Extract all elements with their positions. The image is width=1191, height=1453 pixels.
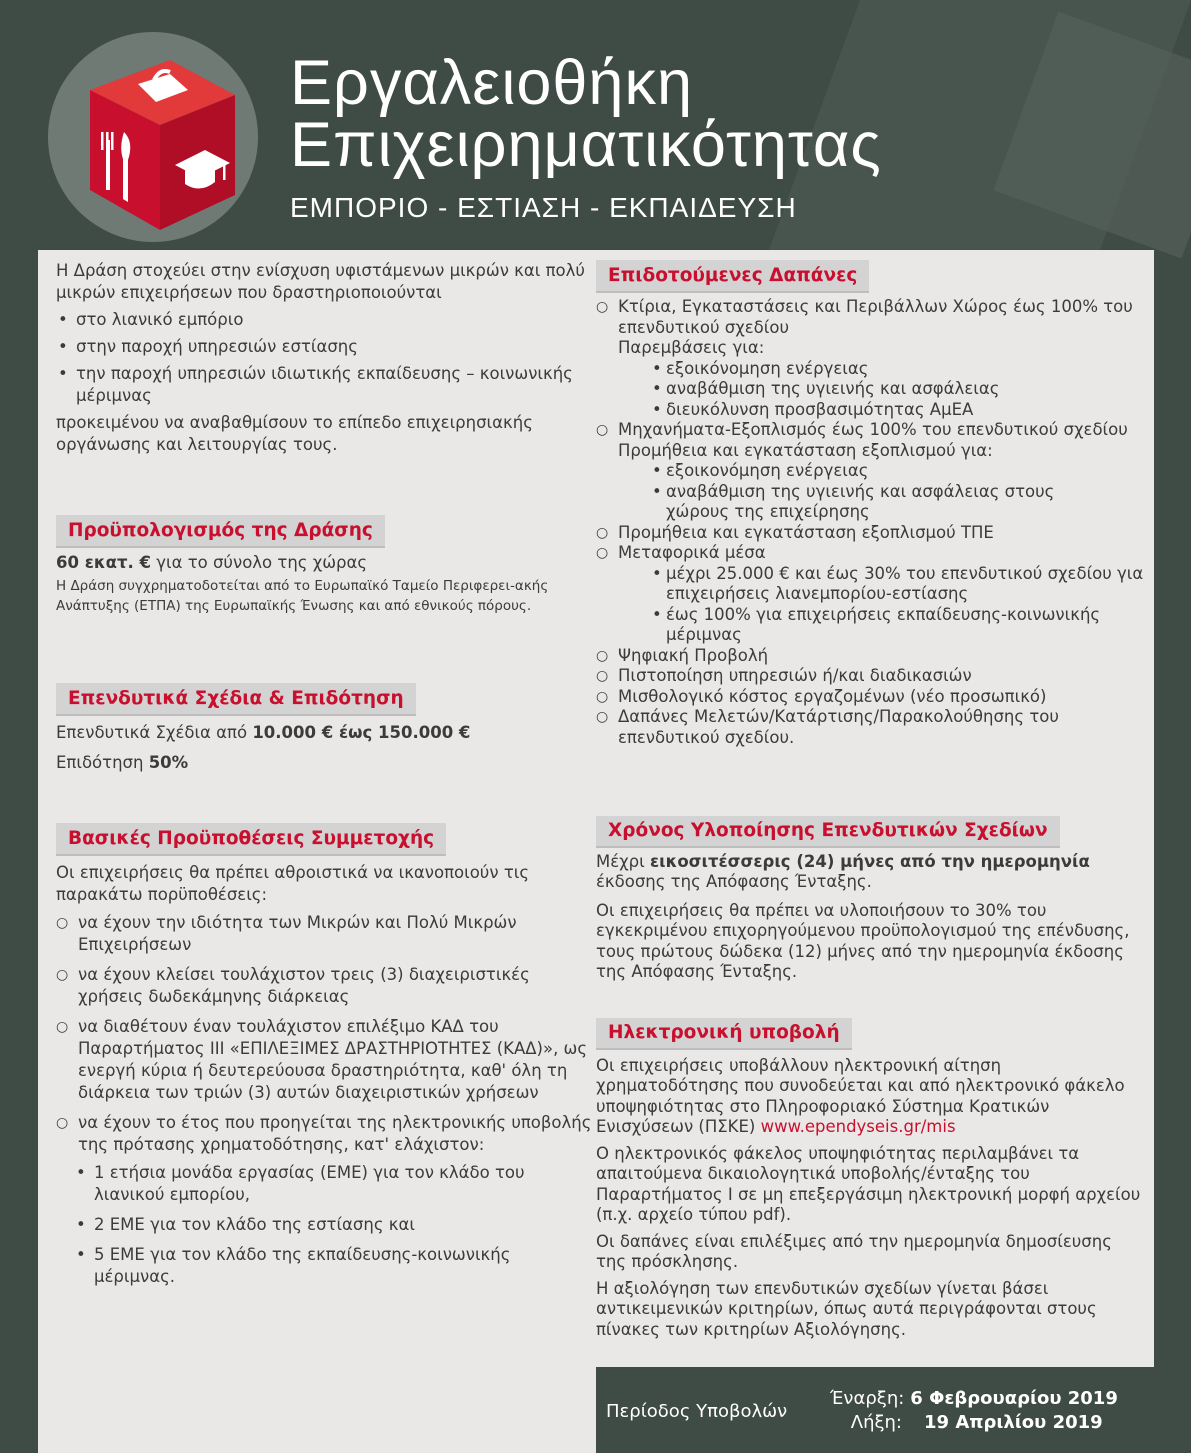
submission-heading: Ηλεκτρονική υποβολή (596, 1018, 852, 1050)
subsidy-rate-label: Επιδότηση (56, 753, 149, 772)
budget-heading: Προϋπολογισμός της Δράσης (56, 515, 385, 548)
timeline-text: Οι επιχειρήσεις θα πρέπει να υλοποιήσουν το 30% του εγκεκριμένου επιχορηγούμενου προϋπολογισμού της επένδυσης, τους πρώτους δώδεκα (12) μήνες από την ημερομηνία έκδοσης της Απόφασης Ένταξης. (596, 900, 1130, 981)
timeline-text-rest: έκδοσης της Απόφασης Ένταξης. (596, 872, 872, 891)
list-item: • εξοικόνομηση ενέργειας (650, 359, 1146, 380)
content-panel (38, 250, 1154, 1453)
conditions-list (56, 912, 596, 1288)
expenses-section (596, 260, 1146, 748)
investment-range (56, 722, 596, 744)
submission-text-body: Οι επιχειρήσεις υποβάλλουν ηλεκτρονική αίτηση χρηματοδότησης που συνοδεύεται και από ηλεκτρονικό φάκελο υποψηφιότητας στο Πληροφοριακό Σύστημα Κρατικών Ενισχύσεων (ΠΣΚΕ) (596, 1055, 1125, 1136)
submission-text: Η αξιολόγηση των επενδυτικών σχεδίων γίνεται βάσει αντικειμενικών κριτηρίων, όπως αυτά περιγράφονται στους πίνακες των κριτηρίων Αξιολόγησης. (596, 1278, 1097, 1339)
investment-range-value: 10.000 € έως 150.000 € (252, 723, 471, 742)
budget-amount-value: 60 εκατ. € (56, 553, 151, 572)
list-item: • την παροχή υπηρεσιών ιδιωτικής εκπαίδευσης – κοινωνικής μέριμνας (56, 363, 596, 407)
submission-period-box (596, 1367, 1154, 1453)
list-item: • μέχρι 25.000 € και έως 30% του επενδυτικού σχεδίου για επιχειρήσεις λιανεμπορίου-εστίασης (650, 564, 1146, 605)
list-item: • στην παροχή υπηρεσιών εστίασης (56, 336, 596, 358)
sub-list (650, 461, 1146, 523)
period-start (830, 1387, 1118, 1411)
conditions-heading: Βασικές Προϋποθέσεις Συμμετοχής (56, 823, 446, 856)
submission-text (596, 1056, 1146, 1138)
submission-link[interactable]: www.ependyseis.gr/mis (760, 1117, 956, 1136)
list-item: ○ Πιστοποίηση υπηρεσιών ή/και διαδικασιών (596, 666, 1146, 687)
list-item: ○ να έχουν κλείσει τουλάχιστον τρεις (3) διαχειριστικές χρήσεις δωδεκάμηνης διάρκειας (56, 964, 596, 1008)
period-label: Περίοδος Υποβολών (606, 1401, 788, 1422)
timeline-heading: Χρόνος Υλοποίησης Επενδυτικών Σχεδίων (596, 816, 1060, 848)
page-subtitle: ΕΜΠΟΡΙΟ - ΕΣΤΙΑΣΗ - ΕΚΠΑΙΔΕΥΣΗ (290, 192, 797, 223)
investment-heading: Επενδυτικά Σχέδια & Επιδότηση (56, 683, 416, 716)
period-start-date: 6 Φεβρουαρίου 2019 (910, 1388, 1118, 1409)
title-line-1: Εργαλειοθήκη (290, 48, 694, 118)
list-item: • αναβάθμιση της υγιεινής και ασφάλειας στους χώρους της επιχείρησης (650, 482, 1146, 523)
list-item: • 2 ΕΜΕ για τον κλάδο της εστίασης και (74, 1214, 596, 1236)
list-item: • 5 ΕΜΕ για τον κλάδο της εκπαίδευσης-κοινωνικής μέριμνας. (74, 1244, 596, 1288)
intro-text: Η Δράση στοχεύει στην ενίσχυση υφιστάμενων μικρών και πολύ μικρών επιχειρήσεων που δραστηριοποιούνται (56, 261, 585, 302)
list-item-text: να έχουν το έτος που προηγείται της ηλεκτρονικής υποβολής της πρότασης χρηματοδότησης, κατ' ελάχιστον: (78, 1113, 592, 1154)
list-item (596, 420, 1146, 523)
conditions-section (56, 823, 596, 1288)
list-item-text: Κτίρια, Εγκαταστάσεις και Περιβάλλων Χώρος έως 100% του επενδυτικού σχεδίου (618, 297, 1133, 337)
list-item (596, 543, 1146, 646)
intro-section (56, 260, 596, 456)
budget-amount (56, 552, 596, 574)
expenses-list (596, 297, 1146, 748)
list-item: • εξοικονόμηση ενέργειας (650, 461, 1146, 482)
list-item: ○ να έχουν την ιδιότητα των Μικρών και Πολύ Μικρών Επιχειρήσεων (56, 912, 596, 956)
subsidy-rate (56, 752, 596, 774)
page-title (290, 48, 882, 180)
timeline-text (596, 852, 1146, 893)
period-end-label: Λήξη: (850, 1412, 902, 1433)
logo-cube (50, 40, 260, 240)
list-item: • 1 ετήσια μονάδα εργασίας (ΕΜΕ) για τον κλάδο του λιανικού εμπορίου, (74, 1162, 596, 1206)
period-end (830, 1411, 1118, 1435)
period-end-date: 19 Απριλίου 2019 (924, 1412, 1103, 1433)
list-item: • αναβάθμιση της υγιεινής και ασφάλειας (650, 379, 1146, 400)
budget-section (56, 515, 596, 616)
budget-amount-text: για το σύνολο της χώρας (150, 553, 368, 572)
sub-list (74, 1162, 596, 1288)
expenses-heading: Επιδοτούμενες Δαπάνες (596, 260, 869, 293)
list-item: ○ Ψηφιακή Προβολή (596, 646, 1146, 667)
investment-range-label: Επενδυτικά Σχέδια από (56, 723, 253, 742)
timeline-duration: εικοσιτέσσερις (24) μήνες από την ημερομηνία (650, 851, 1090, 871)
list-item: • διευκόλυνση προσβασιμότητας ΑμΕΑ (650, 400, 1146, 421)
intro-list (56, 309, 596, 407)
list-item: • στο λιανικό εμπόριο (56, 309, 596, 331)
investment-section (56, 683, 596, 774)
list-item (596, 297, 1146, 420)
list-item: ○ Προμήθεια και εγκατάσταση εξοπλισμού ΤΠΕ (596, 523, 1146, 544)
list-item-text: Μεταφορικά μέσα (618, 543, 766, 562)
sub-list (650, 564, 1146, 646)
submission-text: Οι δαπάνες είναι επιλέξιμες από την ημερομηνία δημοσίευσης της πρόσκλησης. (596, 1231, 1112, 1271)
list-item-lead: Παρεμβάσεις για: (618, 338, 765, 357)
sub-list (650, 359, 1146, 421)
list-item-lead: Προμήθεια και εγκατάσταση εξοπλισμού για: (618, 440, 993, 460)
timeline-section (596, 816, 1146, 983)
budget-note: Η Δράση συγχρηματοδοτείται από το Ευρωπαϊκό Ταμείο Περιφερει-ακής Ανάπτυξης (ΕΤΠΑ) της Ευρωπαϊκής Ένωσης και από εθνικούς πόρους. (56, 578, 549, 614)
subsidy-rate-value: 50% (148, 753, 189, 772)
timeline-text-prefix: Μέχρι (596, 851, 650, 871)
submission-text: Ο ηλεκτρονικός φάκελος υποψηφιότητας περιλαμβάνει τα απαιτούμενα δικαιολογητικά υποβολής/ένταξης του Παραρτήματος Ι σε μη επεξεργάσιμη ηλεκτρονική μορφή αρχείου (π.χ. αρχείο τύπου pdf). (596, 1143, 1141, 1224)
list-item: ○ Μισθολογικό κόστος εργαζομένων (νέο προσωπικό) (596, 687, 1146, 708)
list-item: ○ Δαπάνες Μελετών/Κατάρτισης/Παρακολούθησης του επενδυτικού σχεδίου. (596, 707, 1146, 748)
intro-text: προκειμένου να αναβαθμίσουν το επίπεδο επιχειρησιακής οργάνωσης και λειτουργίας τους. (56, 413, 533, 454)
list-item: • έως 100% για επιχειρήσεις εκπαίδευσης-κοινωνικής μέριμνας (650, 605, 1146, 646)
list-item (56, 1112, 596, 1288)
period-start-label: Έναρξη: (830, 1388, 905, 1409)
conditions-intro: Οι επιχειρήσεις θα πρέπει αθροιστικά να ικανοποιούν τις παρακάτω πορϋποθέσεις: (56, 863, 530, 904)
period-dates (830, 1387, 1118, 1435)
submission-section (596, 1018, 1146, 1340)
list-item: ○ να διαθέτουν έναν τουλάχιστον επιλέξιμο ΚΑΔ του Παραρτήματος ΙΙΙ «ΕΠΙΛΕΞΙΜΕΣ ΔΡΑΣΤΗΡΙΟΤΗΤΕΣ (ΚΑΔ)», ως ενεργή κύρια ή δευτερεύουσα δραστηριότητα, καθ' όλη τη διάρκεια των τριών (3) αυτών διαχειριστικών χρήσεων (56, 1016, 596, 1104)
title-line-2: Επιχειρηματικότητας (290, 110, 882, 180)
list-item-text: Μηχανήματα-Εξοπλισμός έως 100% του επενδυτικού σχεδίου (618, 420, 1128, 439)
